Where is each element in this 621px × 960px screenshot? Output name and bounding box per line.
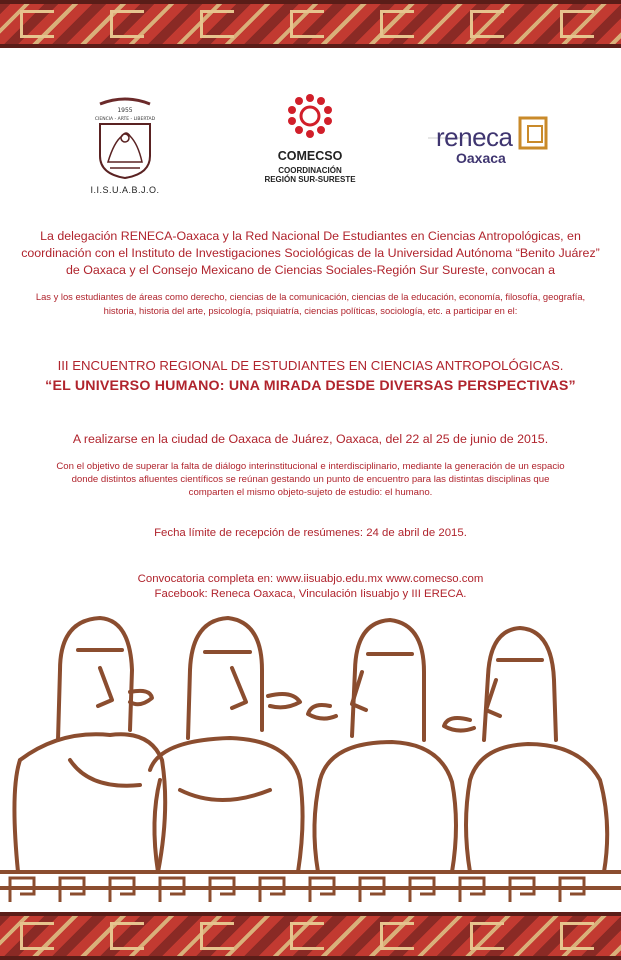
band-motif	[110, 922, 144, 950]
seal-year: 1955	[117, 107, 133, 114]
band-motif	[200, 10, 234, 38]
logos-row	[0, 90, 621, 200]
codex-figure-1	[14, 618, 165, 872]
bottom-decorative-band	[0, 912, 621, 960]
reneca-logo	[428, 120, 558, 180]
event-title-line2: “EL UNIVERSO HUMANO: UNA MIRADA DESDE DIVERSAS PERSPECTIVAS”	[45, 378, 576, 394]
band-motif	[20, 10, 54, 38]
event-date: A realizarse en la ciudad de Oaxaca de Juárez, Oaxaca, del 22 al 25 de junio de 2015.	[72, 432, 549, 446]
band-motif	[20, 922, 54, 950]
band-motif	[290, 922, 324, 950]
university-seal-icon	[80, 96, 170, 180]
band-motif	[560, 922, 594, 950]
links-line2: Facebook: Reneca Oaxaca, Vinculación Iisuabjo y III ERECA.	[154, 588, 467, 600]
links-line1: Convocatoria completa en: www.iisuabjo.edu.mx www.comecso.com	[137, 573, 484, 585]
band-motif	[380, 10, 414, 38]
intro-paragraph: La delegación RENECA-Oaxaca y la Red Nacional De Estudiantes en Ciencias Antropológicas, en coordinación con el Instituto de Investigaciones Sociológicas de la Universidad Autónoma “Benito Juárez” de Oaxaca y el Consejo Mexicano de Ciencias Sociales-Región Sur Sureste, convocan a	[21, 229, 600, 277]
reneca-sub: Oaxaca	[456, 150, 506, 166]
abstract-deadline: Fecha límite de recepción de resúmenes: 24 de abril de 2015.	[154, 527, 467, 539]
top-decorative-band	[0, 0, 621, 48]
comecso-line2: REGIÓN SUR-SURESTE	[264, 175, 356, 184]
codex-figures-illustration	[0, 610, 621, 912]
comecso-logo	[245, 92, 375, 196]
codex-figure-4	[444, 628, 607, 872]
band-motif	[470, 922, 504, 950]
band-motif	[380, 922, 414, 950]
comecso-symbol-icon	[245, 92, 375, 140]
codex-figure-3	[308, 620, 456, 872]
band-motif	[470, 10, 504, 38]
reneca-name: reneca	[436, 122, 513, 152]
band-motif	[110, 10, 144, 38]
codex-figure-2	[150, 618, 303, 872]
seal-motto: CIENCIA - ARTE - LIBERTAD	[94, 117, 156, 122]
comecso-line1: COORDINACIÓN	[278, 166, 342, 175]
iisuabjo-logo	[80, 96, 170, 196]
band-motif	[560, 10, 594, 38]
band-motif	[200, 922, 234, 950]
band-motif	[290, 10, 324, 38]
event-objective: Con el objetivo de superar la falta de diálogo interinstitucional e interdisciplinario, mediante la generación de un espacio donde distintos afluentes científicos se reúnan gestando un punto de encuentro para las distintas disciplinas que comparten el mismo objeto-sujeto de estudio: el humano.	[56, 461, 565, 498]
iisuabjo-label: I.I.S.U.A.B.J.O.	[90, 185, 160, 195]
comecso-name: COMECSO	[277, 149, 343, 163]
event-title-line1: III ENCUENTRO REGIONAL DE ESTUDIANTES EN CIENCIAS ANTROPOLÓGICAS.	[57, 358, 564, 373]
audience-paragraph: Las y los estudiantes de áreas como derecho, ciencias de la comunicación, ciencias de la educación, economía, filosofía, geografía, historia, historia del arte, psicología, psiquiatría, ciencias políticas, sociología, etc. a participar en el:	[35, 291, 586, 316]
